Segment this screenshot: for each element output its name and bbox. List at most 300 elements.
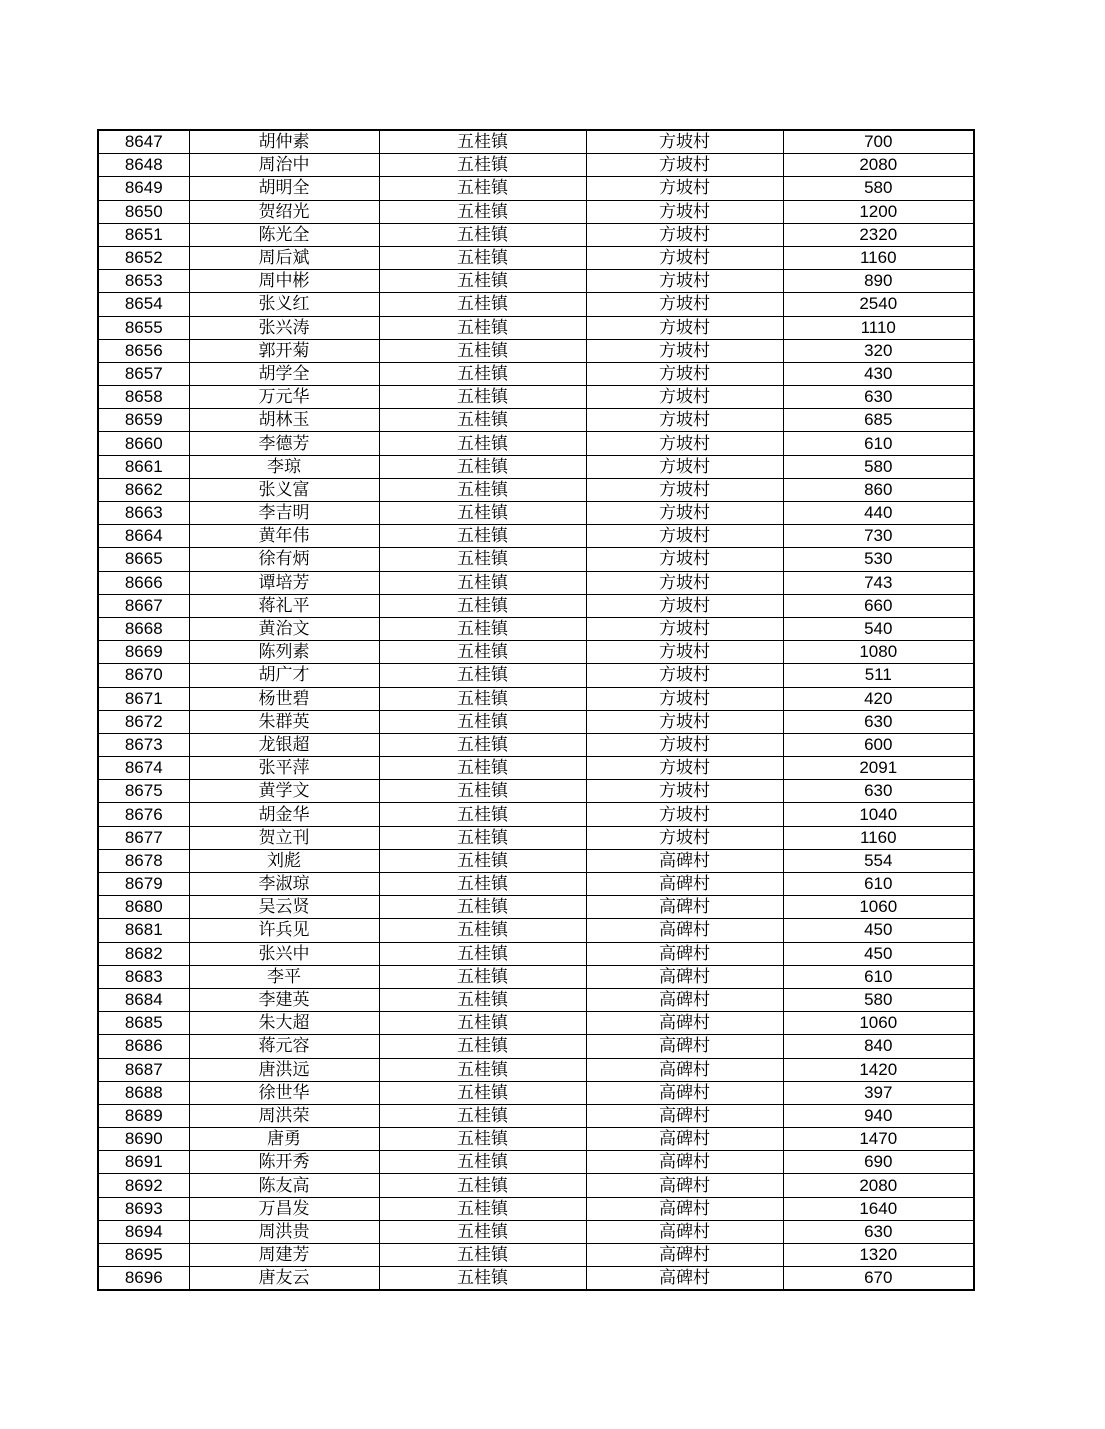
table-row <box>98 1012 974 1035</box>
amount-cell: 2080 <box>783 1174 974 1197</box>
town-cell: 五桂镇 <box>379 246 586 269</box>
town-cell: 五桂镇 <box>379 432 586 455</box>
table-row <box>98 270 974 293</box>
town-cell: 五桂镇 <box>379 1035 586 1058</box>
name-cell: 刘彪 <box>189 849 379 872</box>
village-cell: 方坡村 <box>586 386 783 409</box>
village-cell: 方坡村 <box>586 826 783 849</box>
village-cell: 方坡村 <box>586 548 783 571</box>
row-number-cell: 8682 <box>98 942 189 965</box>
name-cell: 朱群英 <box>189 710 379 733</box>
village-cell: 方坡村 <box>586 270 783 293</box>
town-cell: 五桂镇 <box>379 687 586 710</box>
village-cell: 方坡村 <box>586 502 783 525</box>
name-cell: 张兴涛 <box>189 316 379 339</box>
town-cell: 五桂镇 <box>379 942 586 965</box>
table-row <box>98 525 974 548</box>
village-cell: 高碑村 <box>586 1104 783 1127</box>
village-cell: 方坡村 <box>586 571 783 594</box>
town-cell: 五桂镇 <box>379 617 586 640</box>
table-row <box>98 1267 974 1291</box>
name-cell: 龙银超 <box>189 733 379 756</box>
village-cell: 高碑村 <box>586 896 783 919</box>
town-cell: 五桂镇 <box>379 896 586 919</box>
amount-cell: 630 <box>783 386 974 409</box>
village-cell: 高碑村 <box>586 1035 783 1058</box>
row-number-cell: 8691 <box>98 1151 189 1174</box>
table-row <box>98 687 974 710</box>
table-row <box>98 339 974 362</box>
row-number-cell: 8654 <box>98 293 189 316</box>
row-number-cell: 8693 <box>98 1197 189 1220</box>
row-number-cell: 8652 <box>98 246 189 269</box>
town-cell: 五桂镇 <box>379 641 586 664</box>
table-row <box>98 478 974 501</box>
table-row <box>98 200 974 223</box>
town-cell: 五桂镇 <box>379 1267 586 1291</box>
name-cell: 黄年伟 <box>189 525 379 548</box>
row-number-cell: 8669 <box>98 641 189 664</box>
name-cell: 张义红 <box>189 293 379 316</box>
table-row <box>98 594 974 617</box>
table-row <box>98 664 974 687</box>
town-cell: 五桂镇 <box>379 293 586 316</box>
amount-cell: 1160 <box>783 826 974 849</box>
amount-cell: 610 <box>783 873 974 896</box>
table-row <box>98 1174 974 1197</box>
village-cell: 高碑村 <box>586 1244 783 1267</box>
village-cell: 高碑村 <box>586 965 783 988</box>
town-cell: 五桂镇 <box>379 409 586 432</box>
table-body <box>98 130 974 1290</box>
amount-cell: 743 <box>783 571 974 594</box>
amount-cell: 860 <box>783 478 974 501</box>
village-cell: 方坡村 <box>586 432 783 455</box>
row-number-cell: 8696 <box>98 1267 189 1291</box>
town-cell: 五桂镇 <box>379 988 586 1011</box>
village-cell: 高碑村 <box>586 919 783 942</box>
table-row <box>98 919 974 942</box>
amount-cell: 630 <box>783 1220 974 1243</box>
village-cell: 方坡村 <box>586 316 783 339</box>
amount-cell: 320 <box>783 339 974 362</box>
amount-cell: 690 <box>783 1151 974 1174</box>
town-cell: 五桂镇 <box>379 594 586 617</box>
town-cell: 五桂镇 <box>379 339 586 362</box>
table-row <box>98 362 974 385</box>
village-cell: 方坡村 <box>586 594 783 617</box>
row-number-cell: 8681 <box>98 919 189 942</box>
village-cell: 方坡村 <box>586 478 783 501</box>
village-cell: 方坡村 <box>586 641 783 664</box>
name-cell: 黄学文 <box>189 780 379 803</box>
amount-cell: 670 <box>783 1267 974 1291</box>
amount-cell: 580 <box>783 455 974 478</box>
amount-cell: 1080 <box>783 641 974 664</box>
amount-cell: 1110 <box>783 316 974 339</box>
amount-cell: 540 <box>783 617 974 640</box>
row-number-cell: 8659 <box>98 409 189 432</box>
row-number-cell: 8683 <box>98 965 189 988</box>
row-number-cell: 8694 <box>98 1220 189 1243</box>
amount-cell: 2080 <box>783 154 974 177</box>
table-row <box>98 757 974 780</box>
village-cell: 方坡村 <box>586 455 783 478</box>
table-row <box>98 1197 974 1220</box>
town-cell: 五桂镇 <box>379 1197 586 1220</box>
table-row <box>98 1244 974 1267</box>
name-cell: 陈开秀 <box>189 1151 379 1174</box>
town-cell: 五桂镇 <box>379 270 586 293</box>
table-row <box>98 455 974 478</box>
row-number-cell: 8668 <box>98 617 189 640</box>
town-cell: 五桂镇 <box>379 1058 586 1081</box>
row-number-cell: 8674 <box>98 757 189 780</box>
table-row <box>98 316 974 339</box>
name-cell: 贺立刊 <box>189 826 379 849</box>
town-cell: 五桂镇 <box>379 757 586 780</box>
town-cell: 五桂镇 <box>379 571 586 594</box>
town-cell: 五桂镇 <box>379 1081 586 1104</box>
name-cell: 张义富 <box>189 478 379 501</box>
village-cell: 高碑村 <box>586 1012 783 1035</box>
town-cell: 五桂镇 <box>379 223 586 246</box>
amount-cell: 1160 <box>783 246 974 269</box>
town-cell: 五桂镇 <box>379 316 586 339</box>
name-cell: 黄治文 <box>189 617 379 640</box>
name-cell: 朱大超 <box>189 1012 379 1035</box>
row-number-cell: 8666 <box>98 571 189 594</box>
village-cell: 方坡村 <box>586 525 783 548</box>
amount-cell: 660 <box>783 594 974 617</box>
row-number-cell: 8673 <box>98 733 189 756</box>
table-row <box>98 780 974 803</box>
table-row <box>98 710 974 733</box>
name-cell: 蒋礼平 <box>189 594 379 617</box>
town-cell: 五桂镇 <box>379 1151 586 1174</box>
table-row <box>98 386 974 409</box>
town-cell: 五桂镇 <box>379 386 586 409</box>
town-cell: 五桂镇 <box>379 1174 586 1197</box>
row-number-cell: 8671 <box>98 687 189 710</box>
table-row <box>98 641 974 664</box>
town-cell: 五桂镇 <box>379 502 586 525</box>
name-cell: 唐勇 <box>189 1128 379 1151</box>
name-cell: 周治中 <box>189 154 379 177</box>
amount-cell: 1320 <box>783 1244 974 1267</box>
town-cell: 五桂镇 <box>379 826 586 849</box>
town-cell: 五桂镇 <box>379 130 586 154</box>
name-cell: 蒋元容 <box>189 1035 379 1058</box>
table-row <box>98 177 974 200</box>
name-cell: 杨世碧 <box>189 687 379 710</box>
village-cell: 高碑村 <box>586 942 783 965</box>
town-cell: 五桂镇 <box>379 455 586 478</box>
table-row <box>98 617 974 640</box>
amount-cell: 580 <box>783 177 974 200</box>
row-number-cell: 8665 <box>98 548 189 571</box>
village-cell: 方坡村 <box>586 200 783 223</box>
name-cell: 周洪贵 <box>189 1220 379 1243</box>
row-number-cell: 8655 <box>98 316 189 339</box>
table-row <box>98 1081 974 1104</box>
village-cell: 方坡村 <box>586 687 783 710</box>
town-cell: 五桂镇 <box>379 1012 586 1035</box>
row-number-cell: 8692 <box>98 1174 189 1197</box>
table-row <box>98 246 974 269</box>
town-cell: 五桂镇 <box>379 1104 586 1127</box>
amount-cell: 511 <box>783 664 974 687</box>
village-cell: 高碑村 <box>586 849 783 872</box>
amount-cell: 430 <box>783 362 974 385</box>
village-cell: 高碑村 <box>586 1174 783 1197</box>
row-number-cell: 8661 <box>98 455 189 478</box>
village-cell: 方坡村 <box>586 733 783 756</box>
table-row <box>98 548 974 571</box>
town-cell: 五桂镇 <box>379 710 586 733</box>
village-cell: 方坡村 <box>586 177 783 200</box>
amount-cell: 554 <box>783 849 974 872</box>
village-cell: 方坡村 <box>586 780 783 803</box>
amount-cell: 1640 <box>783 1197 974 1220</box>
name-cell: 万昌发 <box>189 1197 379 1220</box>
town-cell: 五桂镇 <box>379 1128 586 1151</box>
row-number-cell: 8690 <box>98 1128 189 1151</box>
row-number-cell: 8649 <box>98 177 189 200</box>
table-row <box>98 849 974 872</box>
town-cell: 五桂镇 <box>379 849 586 872</box>
name-cell: 周中彬 <box>189 270 379 293</box>
amount-cell: 580 <box>783 988 974 1011</box>
row-number-cell: 8656 <box>98 339 189 362</box>
name-cell: 唐友云 <box>189 1267 379 1291</box>
row-number-cell: 8687 <box>98 1058 189 1081</box>
table-row <box>98 873 974 896</box>
table-row <box>98 130 974 154</box>
name-cell: 陈列素 <box>189 641 379 664</box>
row-number-cell: 8658 <box>98 386 189 409</box>
table-row <box>98 571 974 594</box>
row-number-cell: 8651 <box>98 223 189 246</box>
amount-cell: 840 <box>783 1035 974 1058</box>
village-cell: 方坡村 <box>586 154 783 177</box>
name-cell: 李德芳 <box>189 432 379 455</box>
amount-cell: 890 <box>783 270 974 293</box>
amount-cell: 610 <box>783 965 974 988</box>
town-cell: 五桂镇 <box>379 965 586 988</box>
row-number-cell: 8657 <box>98 362 189 385</box>
village-cell: 高碑村 <box>586 1220 783 1243</box>
amount-cell: 1470 <box>783 1128 974 1151</box>
row-number-cell: 8678 <box>98 849 189 872</box>
row-number-cell: 8664 <box>98 525 189 548</box>
name-cell: 吴云贤 <box>189 896 379 919</box>
village-cell: 高碑村 <box>586 1151 783 1174</box>
village-cell: 方坡村 <box>586 617 783 640</box>
amount-cell: 940 <box>783 1104 974 1127</box>
town-cell: 五桂镇 <box>379 548 586 571</box>
village-cell: 高碑村 <box>586 988 783 1011</box>
amount-cell: 2540 <box>783 293 974 316</box>
row-number-cell: 8684 <box>98 988 189 1011</box>
data-table <box>97 129 975 1291</box>
row-number-cell: 8663 <box>98 502 189 525</box>
name-cell: 陈友高 <box>189 1174 379 1197</box>
name-cell: 周后斌 <box>189 246 379 269</box>
town-cell: 五桂镇 <box>379 200 586 223</box>
amount-cell: 700 <box>783 130 974 154</box>
row-number-cell: 8676 <box>98 803 189 826</box>
name-cell: 周建芳 <box>189 1244 379 1267</box>
table-row <box>98 988 974 1011</box>
name-cell: 郭开菊 <box>189 339 379 362</box>
amount-cell: 2320 <box>783 223 974 246</box>
table-row <box>98 965 974 988</box>
amount-cell: 450 <box>783 919 974 942</box>
town-cell: 五桂镇 <box>379 780 586 803</box>
row-number-cell: 8680 <box>98 896 189 919</box>
amount-cell: 630 <box>783 780 974 803</box>
table-row <box>98 1104 974 1127</box>
name-cell: 徐世华 <box>189 1081 379 1104</box>
table-row <box>98 1128 974 1151</box>
table-row <box>98 154 974 177</box>
table-row <box>98 896 974 919</box>
village-cell: 高碑村 <box>586 1267 783 1291</box>
village-cell: 高碑村 <box>586 1058 783 1081</box>
name-cell: 贺绍光 <box>189 200 379 223</box>
row-number-cell: 8647 <box>98 130 189 154</box>
table-row <box>98 1220 974 1243</box>
row-number-cell: 8670 <box>98 664 189 687</box>
name-cell: 李建英 <box>189 988 379 1011</box>
town-cell: 五桂镇 <box>379 478 586 501</box>
town-cell: 五桂镇 <box>379 1244 586 1267</box>
name-cell: 李平 <box>189 965 379 988</box>
table-row <box>98 1035 974 1058</box>
town-cell: 五桂镇 <box>379 525 586 548</box>
name-cell: 胡仲素 <box>189 130 379 154</box>
amount-cell: 610 <box>783 432 974 455</box>
row-number-cell: 8672 <box>98 710 189 733</box>
name-cell: 万元华 <box>189 386 379 409</box>
row-number-cell: 8660 <box>98 432 189 455</box>
row-number-cell: 8688 <box>98 1081 189 1104</box>
name-cell: 唐洪远 <box>189 1058 379 1081</box>
amount-cell: 1420 <box>783 1058 974 1081</box>
village-cell: 方坡村 <box>586 223 783 246</box>
amount-cell: 730 <box>783 525 974 548</box>
row-number-cell: 8650 <box>98 200 189 223</box>
name-cell: 陈光全 <box>189 223 379 246</box>
amount-cell: 450 <box>783 942 974 965</box>
village-cell: 方坡村 <box>586 409 783 432</box>
name-cell: 徐有炳 <box>189 548 379 571</box>
name-cell: 谭培芳 <box>189 571 379 594</box>
table-row <box>98 803 974 826</box>
name-cell: 李吉明 <box>189 502 379 525</box>
amount-cell: 1060 <box>783 1012 974 1035</box>
town-cell: 五桂镇 <box>379 154 586 177</box>
village-cell: 方坡村 <box>586 362 783 385</box>
name-cell: 许兵见 <box>189 919 379 942</box>
town-cell: 五桂镇 <box>379 362 586 385</box>
table-row <box>98 1058 974 1081</box>
town-cell: 五桂镇 <box>379 1220 586 1243</box>
row-number-cell: 8667 <box>98 594 189 617</box>
village-cell: 方坡村 <box>586 664 783 687</box>
village-cell: 高碑村 <box>586 1081 783 1104</box>
town-cell: 五桂镇 <box>379 177 586 200</box>
amount-cell: 1060 <box>783 896 974 919</box>
amount-cell: 1040 <box>783 803 974 826</box>
amount-cell: 420 <box>783 687 974 710</box>
amount-cell: 397 <box>783 1081 974 1104</box>
table-row <box>98 502 974 525</box>
row-number-cell: 8675 <box>98 780 189 803</box>
row-number-cell: 8685 <box>98 1012 189 1035</box>
village-cell: 方坡村 <box>586 803 783 826</box>
name-cell: 胡金华 <box>189 803 379 826</box>
town-cell: 五桂镇 <box>379 664 586 687</box>
table-row <box>98 733 974 756</box>
town-cell: 五桂镇 <box>379 803 586 826</box>
name-cell: 胡明全 <box>189 177 379 200</box>
name-cell: 周洪荣 <box>189 1104 379 1127</box>
table-row <box>98 942 974 965</box>
village-cell: 方坡村 <box>586 757 783 780</box>
name-cell: 胡学全 <box>189 362 379 385</box>
town-cell: 五桂镇 <box>379 733 586 756</box>
table-row <box>98 432 974 455</box>
row-number-cell: 8689 <box>98 1104 189 1127</box>
amount-cell: 685 <box>783 409 974 432</box>
town-cell: 五桂镇 <box>379 873 586 896</box>
amount-cell: 2091 <box>783 757 974 780</box>
row-number-cell: 8679 <box>98 873 189 896</box>
amount-cell: 630 <box>783 710 974 733</box>
village-cell: 高碑村 <box>586 873 783 896</box>
table-row <box>98 293 974 316</box>
row-number-cell: 8662 <box>98 478 189 501</box>
village-cell: 高碑村 <box>586 1197 783 1220</box>
village-cell: 方坡村 <box>586 246 783 269</box>
row-number-cell: 8653 <box>98 270 189 293</box>
row-number-cell: 8677 <box>98 826 189 849</box>
village-cell: 方坡村 <box>586 339 783 362</box>
name-cell: 李琼 <box>189 455 379 478</box>
name-cell: 胡林玉 <box>189 409 379 432</box>
row-number-cell: 8648 <box>98 154 189 177</box>
table-row <box>98 223 974 246</box>
table-row <box>98 1151 974 1174</box>
village-cell: 方坡村 <box>586 293 783 316</box>
amount-cell: 1200 <box>783 200 974 223</box>
name-cell: 张平萍 <box>189 757 379 780</box>
name-cell: 张兴中 <box>189 942 379 965</box>
table-row <box>98 409 974 432</box>
name-cell: 李淑琼 <box>189 873 379 896</box>
village-cell: 高碑村 <box>586 1128 783 1151</box>
table-row <box>98 826 974 849</box>
name-cell: 胡广才 <box>189 664 379 687</box>
row-number-cell: 8695 <box>98 1244 189 1267</box>
town-cell: 五桂镇 <box>379 919 586 942</box>
amount-cell: 600 <box>783 733 974 756</box>
row-number-cell: 8686 <box>98 1035 189 1058</box>
amount-cell: 440 <box>783 502 974 525</box>
village-cell: 方坡村 <box>586 130 783 154</box>
